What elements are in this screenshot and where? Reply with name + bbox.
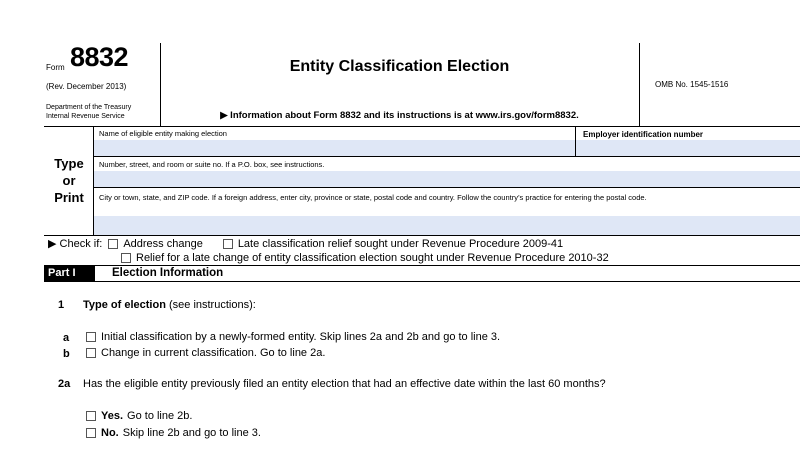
entity-name-label: Name of eligible entity making election	[99, 129, 227, 138]
line2a-no-checkbox[interactable]	[86, 428, 96, 438]
late-relief-label: Late classification relief sought under Revenue Procedure 2009-41	[237, 237, 564, 250]
line2a-question: Has the eligible entity previously filed an entity election that had an effective date within the last 60 months?	[83, 378, 606, 390]
line1b-text: Change in current classification. Go to line 2a.	[101, 347, 326, 359]
rule-after-name	[93, 156, 800, 157]
line2a-no-text: Skip line 2b and go to line 3.	[122, 427, 261, 439]
print-word: Print	[54, 190, 84, 205]
entity-name-field[interactable]	[94, 140, 575, 156]
department-line1: Department of the Treasury	[46, 104, 132, 111]
line1b-row	[86, 347, 325, 359]
part-label: Part I	[44, 266, 95, 281]
rule-after-part1	[44, 281, 800, 282]
form-title: Entity Classification Election	[289, 58, 510, 75]
ein-label: Employer identification number	[583, 130, 704, 139]
city-field[interactable]	[94, 216, 800, 235]
line1-number: 1	[58, 299, 65, 311]
line2a-yes-checkbox[interactable]	[86, 411, 96, 421]
address-change-checkbox[interactable]	[108, 239, 118, 249]
line1-label: Type of election	[83, 299, 166, 311]
form-number: 8832	[70, 42, 129, 72]
line1a-text: Initial classification by a newly-formed entity. Skip lines 2a and 2b and go to line 3.	[101, 331, 501, 343]
line1a-row	[86, 331, 500, 343]
late-change-checkbox[interactable]	[121, 253, 131, 263]
line2a-no-label: No.	[101, 427, 119, 439]
omb-number: OMB No. 1545-1516	[655, 80, 729, 89]
info-line: ▶ Information about Form 8832 and its instructions is at www.irs.gov/form8832.	[220, 110, 579, 121]
line2a-yes-label: Yes.	[101, 410, 124, 422]
line1a-letter: a	[63, 332, 70, 344]
ein-field[interactable]	[576, 140, 800, 156]
header-divider-right	[639, 43, 640, 126]
type-or-print-label	[44, 155, 94, 206]
address-change-label: Address change	[123, 237, 203, 250]
line1b-checkbox[interactable]	[86, 348, 96, 358]
department	[46, 103, 131, 121]
part-title: Election Information	[112, 267, 224, 279]
check-row-2	[121, 252, 609, 264]
header-rule	[44, 126, 800, 127]
or-word: or	[62, 173, 76, 188]
line1-heading	[83, 298, 256, 312]
line2a-yes-text: Go to line 2b.	[127, 410, 193, 422]
line1a-checkbox[interactable]	[86, 332, 96, 342]
line1b-letter: b	[63, 348, 70, 360]
department-line2: Internal Revenue Service	[46, 113, 125, 120]
street-label: Number, street, and room or suite no. If a P.O. box, see instructions.	[99, 160, 325, 169]
line2a-no-row	[86, 427, 261, 439]
city-label: City or town, state, and ZIP code. If a foreign address, enter city, province or state, postal code and country. Follow the country’s practice for entering the postal code.	[99, 193, 647, 202]
type-word: Type	[54, 156, 84, 171]
late-change-label: Relief for a late change of entity classification election sought under Revenue Procedure 2010-32	[136, 252, 609, 264]
rule-after-street	[93, 187, 800, 188]
street-field[interactable]	[94, 171, 800, 187]
check-row-1	[48, 237, 563, 250]
line1-note: (see instructions):	[168, 299, 256, 311]
line2a-yes-row	[86, 410, 192, 422]
rule-after-city	[44, 235, 800, 236]
check-if-label: ▶ Check if:	[48, 238, 103, 250]
line2a-number: 2a	[58, 378, 71, 390]
late-relief-checkbox[interactable]	[223, 239, 233, 249]
form-word: Form	[46, 63, 65, 72]
revision-date: (Rev. December 2013)	[46, 82, 127, 91]
